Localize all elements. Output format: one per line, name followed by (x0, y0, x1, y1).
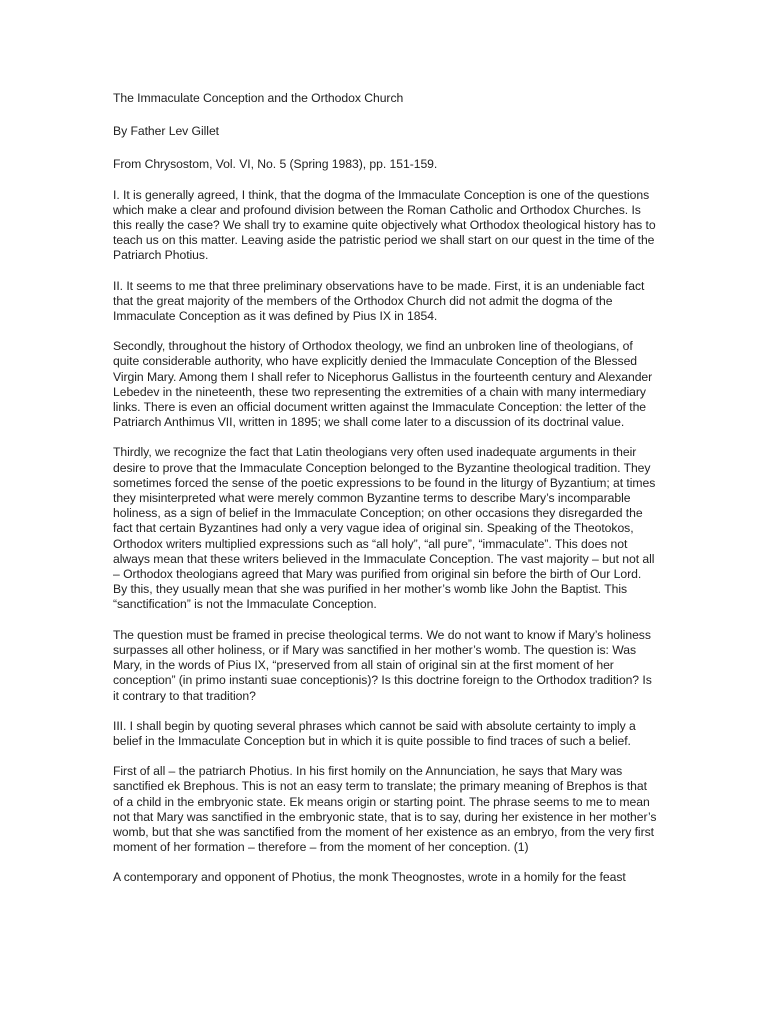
paragraph-1: I. It is generally agreed, I think, that the dogma of the Immaculate Conception is one of the questions which make a clear and profound division between the Roman Catholic and Orthodox Churches. Is this really the case? We shall try to examine quite objectively what Orthodox theological history has to teach us on this matter. Leaving aside the patristic period we shall start on our quest in the time of the Patriarch Photius. (113, 187, 656, 263)
paragraph-4: Thirdly, we recognize the fact that Latin theologians very often used inadequate arguments in their desire to prove that the Immaculate Conception belonged to the Byzantine theological tradition. They sometimes forced the sense of the poetic expressions to be found in the liturgy of Byzantium; at times they misinterpreted what were merely common Byzantine terms to describe Mary’s incomparable holiness, as a sign of belief in the Immaculate Conception; on other occasions they disregarded the fact that certain Byzantines had only a very vague idea of original sin. Speaking of the Theotokos, Orthodox writers multiplied expressions such as “all holy”, “all pure”, “immaculate”. This does not always mean that these writers believed in the Immaculate Conception. The vast majority – but not all – Orthodox theologians agreed that Mary was purified from original sin before the birth of Our Lord. By this, they usually mean that she was purified in her mother’s womb like John the Baptist. This “sanctification” is not the Immaculate Conception. (113, 445, 656, 612)
document-source: From Chrysostom, Vol. VI, No. 5 (Spring 1983), pp. 151-159. (113, 157, 438, 172)
document-title: The Immaculate Conception and the Orthodox Church (113, 91, 404, 105)
document-author: By Father Lev Gillet (113, 124, 220, 139)
paragraph-8: A contemporary and opponent of Photius, the monk Theognostes, wrote in a homily for the feast (113, 870, 626, 885)
paragraph-5: The question must be framed in precise theological terms. We do not want to know if Mary’s holiness surpasses all other holiness, or if Mary was sanctified in her mother’s womb. The question is: Was Mary, in the words of Pius IX, “preserved from all stain of original sin at the first moment of her conception” (in primo instanti suae conceptionis)? Is this doctrine foreign to the Orthodox tradition? Is it contrary to that tradition? (113, 627, 652, 703)
paragraph-2: II. It seems to me that three preliminary observations have to be made. First, it is an undeniable fact that the great majority of the members of the Orthodox Church did not admit the dogma of the Immaculate Conception as it was defined by Pius IX in 1854. (113, 278, 645, 324)
paragraph-7: First of all – the patriarch Photius. In his first homily on the Annunciation, he says that Mary was sanctified ek Brephous. This is not an easy term to translate; the primary meaning of Brephos is that of a child in the embryonic state. Ek means origin or starting point. The phrase seems to me to mean not that Mary was sanctified in the embryonic state, that is to say, during her existence in her mother’s womb, but that she was sanctified from the moment of her existence as an embryo, from the very first moment of her formation – therefore – from the moment of her conception. (1) (113, 764, 657, 855)
document-page (113, 80, 657, 886)
paragraph-3: Secondly, throughout the history of Orthodox theology, we find an unbroken line of theologians, of quite considerable authority, who have explicitly denied the Immaculate Conception of the Blessed Virgin Mary. Among them I shall refer to Nicephorus Gallistus in the fourteenth century and Alexander Lebedev in the nineteenth, these two representing the extremities of a chain with many intermediary links. There is even an official document written against the Immaculate Conception: the letter of the Patriarch Anthimus VII, written in 1895; we shall come later to a discussion of its doctrinal value. (113, 339, 653, 430)
paragraph-6: III. I shall begin by quoting several phrases which cannot be said with absolute certainty to imply a belief in the Immaculate Conception but in which it is quite possible to find traces of such a belief. (113, 718, 636, 748)
